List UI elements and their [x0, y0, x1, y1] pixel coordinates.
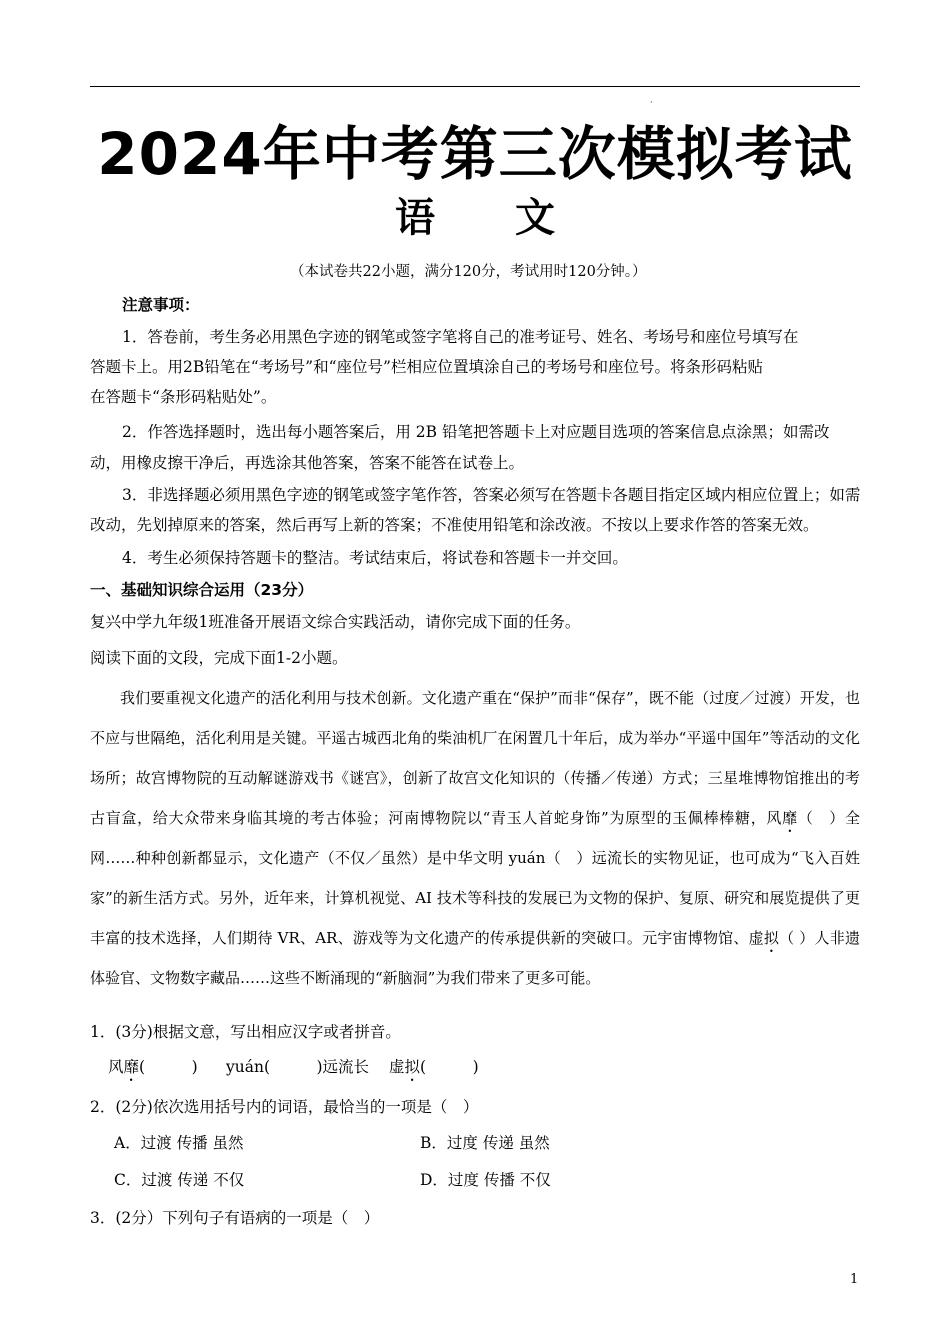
passage-text-1: 我们要重视文化遗产的活化利用与技术创新。文化遗产重在“保护”而非“保存”，既不能（过度／过渡）开发，也不应与世隔绝，活化利用是关键。平遥古城西北角的柴油机厂在闲置几十年后，成为举办“平遥中国年”等活动的文化场所；故宫博物院的互动解谜游戏书《谜宫》，创新了故宫文化知识的（传播／传递）方式；三星堆博物馆推出的考古盲盒，给大众带来身临其境的考古体验；河南博物院以“青玉人首蛇身饰”为原型的玉佩棒棒糖，风 [90, 689, 860, 827]
question-3-stem: 3．(2分）下列句子有语病的一项是（ ） [90, 1209, 380, 1227]
notice-item-1-line-1: 1．答卷前，考生务必用黑色字迹的钢笔或签字笔将自己的准考证号、姓名、考场号和座位号填写在 [122, 328, 799, 346]
question-2-option-c: C．过渡 传递 不仅 [114, 1171, 245, 1189]
question-1-blank-a [108, 1055, 198, 1085]
notice-heading: 注意事项： [122, 296, 200, 314]
notice-item-2-line-2: 动，用橡皮擦干净后，再选涂其他答案，答案不能答在试卷上。 [90, 454, 525, 472]
passage-emphasis-mi: 靡 [782, 809, 798, 827]
q1-c-em: 拟 [404, 1058, 421, 1076]
section-1-heading: 一、基础知识综合运用（23分） [90, 581, 314, 599]
q1-c-pre: 虚 [389, 1058, 405, 1076]
q1-a-pre: 风 [108, 1058, 124, 1076]
question-1-blank-c [389, 1055, 479, 1085]
header-dot: · [650, 98, 653, 107]
notice-item-2-line-1: 2．作答选择题时，选出每小题答案后，用 2B 铅笔把答题卡上对应题目选项的答案信息点涂黑；如需改 [122, 423, 830, 441]
section-1-intro: 复兴中学九年级1班准备开展语文综合实践活动，请你完成下面的任务。 [90, 613, 581, 631]
passage-emphasis-ni: 拟 [763, 929, 780, 947]
q1-a-em: 靡 [123, 1058, 140, 1076]
question-1-blank-b: yuán( )远流长 [226, 1058, 370, 1076]
exam-subject [0, 190, 950, 246]
notice-item-4: 4．考生必须保持答题卡的整洁。考试结束后，将试卷和答题卡一并交回。 [122, 549, 628, 567]
question-2-option-a: A．过渡 传播 虽然 [114, 1134, 244, 1152]
header-rule [90, 86, 860, 87]
question-2-option-d: D．过度 传播 不仅 [420, 1171, 551, 1189]
q1-c-post: ( ) [420, 1058, 479, 1076]
notice-item-1-line-3: 在答题卡“条形码粘贴处”。 [90, 388, 277, 406]
passage-paragraph [90, 678, 860, 998]
question-2-option-b: B．过度 传递 虽然 [420, 1134, 550, 1152]
passage-text-3: （ ）人非遗体验官、文物数字藏品……这些不断涌现的“新脑洞”为我们带来了更多可能。 [90, 929, 860, 987]
notice-item-3-line-1: 3．非选择题必须用黑色字迹的钢笔或签字笔作答，答案必须写在答题卡各题目指定区域内相应位置上；如需 [122, 486, 861, 504]
reading-passage [90, 678, 860, 998]
page-number: 1 [850, 1272, 859, 1287]
subject-char-1: 语 [395, 195, 435, 241]
subject-char-2: 文 [515, 195, 555, 241]
section-1-instruction: 阅读下面的文段，完成下面1-2小题。 [90, 649, 348, 667]
notice-item-3-line-2: 改动，先划掉原来的答案，然后再写上新的答案；不准使用铅笔和涂改液。不按以上要求作答的答案无效。 [90, 516, 819, 534]
passage-text-2: （ ）全网……种种创新都显示，文化遗产（不仅／虽然）是中华文明 yuán（ ）远流长的实物见证，也可成为“飞入百姓家”的新生活方式。另外，近年来，计算机视觉、AI 技术等科技的发展已为文物的保护、复原、研究和展览提供了更丰富的技术选择，人们期待 VR、AR、游戏等为文化遗产的传承提供新的突破口。元宇宙博物馆、虚 [90, 809, 860, 947]
question-1-stem: 1．(3分)根据文意，写出相应汉字或者拼音。 [90, 1023, 401, 1041]
exam-title: 2024年中考第三次模拟考试 [97, 120, 853, 188]
notice-item-1-line-2: 答题卡上。用2B铅笔在“考场号”和“座位号”栏相应位置填涂自己的考场号和座位号。将条形码粘贴 [90, 358, 763, 376]
q1-a-post: ( ) [139, 1058, 198, 1076]
question-2-stem: 2．(2分)依次选用括号内的词语，最恰当的一项是（ ） [90, 1098, 479, 1116]
exam-info: （本试卷共22小题，满分120分，考试用时120分钟。） [290, 264, 647, 280]
